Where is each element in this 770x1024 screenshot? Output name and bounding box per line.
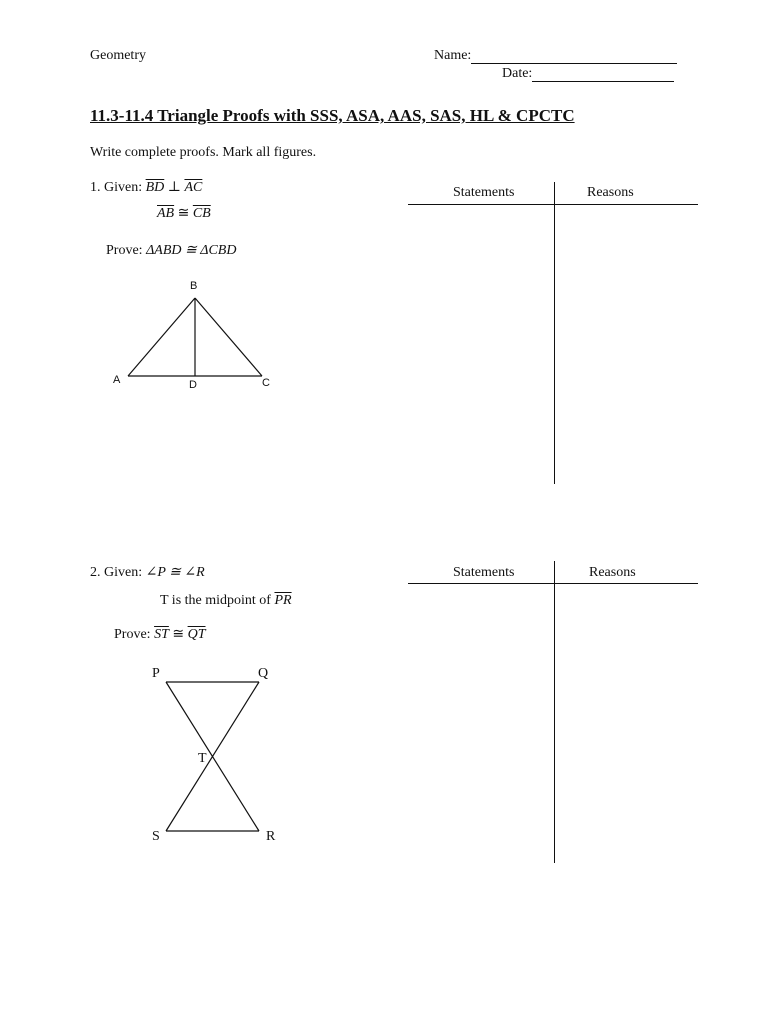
perpendicular-symbol: ⊥ [167, 180, 181, 195]
vertex-label-p: P [152, 666, 160, 681]
vertex-label-t: T [198, 751, 207, 766]
problem2-statements-header: Statements [453, 565, 515, 580]
congruent-symbol: ≅ [177, 206, 190, 221]
vertex-label-r: R [266, 829, 276, 844]
vertex-label-b: B [190, 280, 198, 292]
page-title: 11.3-11.4 Triangle Proofs with SSS, ASA, AAS, SAS, HL & CPCTC [90, 106, 575, 125]
vertex-label-q: Q [258, 666, 269, 681]
vertex-label-a: A [113, 374, 121, 386]
problem2-number: 2. [90, 565, 101, 580]
segment-qt: $\overline{QT}$ [187, 627, 206, 642]
problem2-table-header-line [408, 583, 698, 584]
name-label: Name: [434, 48, 472, 63]
problem2-given2-text: T is the midpoint of [160, 593, 271, 608]
date-label: Date: [502, 66, 533, 81]
problem1-prove-label: Prove: [106, 243, 143, 258]
course-name: Geometry [90, 48, 146, 63]
problem2-reasons-column[interactable] [557, 586, 697, 861]
problem1-given-label: Given: [104, 180, 143, 195]
congruent-symbol: ≅ [172, 627, 185, 642]
problem2-given1-statement: ∠P ≅ ∠R [145, 565, 205, 580]
segment-pr: $\overline{PR}$ [274, 593, 292, 608]
problem2-statements-column[interactable] [410, 586, 552, 861]
problem2-given-label: Given: [104, 565, 143, 580]
segment-st: $\overline{ST}$ [154, 627, 169, 642]
vertex-label-s: S [152, 829, 160, 844]
problem1-reasons-header: Reasons [587, 185, 634, 200]
problem1-number: 1. [90, 180, 101, 195]
instructions: Write complete proofs. Mark all figures. [90, 145, 317, 160]
vertex-label-d: D [189, 379, 197, 391]
segment-cb: $\overline{CB}$ [192, 206, 211, 221]
problem2-prove-label: Prove: [114, 627, 151, 642]
problem2-reasons-header: Reasons [589, 565, 636, 580]
segment-bd: $\overline{BD}$ [145, 180, 165, 195]
segment-ab: $\overline{AB}$ [157, 206, 175, 221]
problem2-table-divider [554, 561, 555, 863]
problem1-statements-header: Statements [453, 185, 515, 200]
vertex-label-c: C [262, 377, 270, 389]
problem1-prove-statement: ΔABD ≅ ΔCBD [146, 243, 237, 258]
segment-ac: $\overline{AC}$ [184, 180, 203, 195]
